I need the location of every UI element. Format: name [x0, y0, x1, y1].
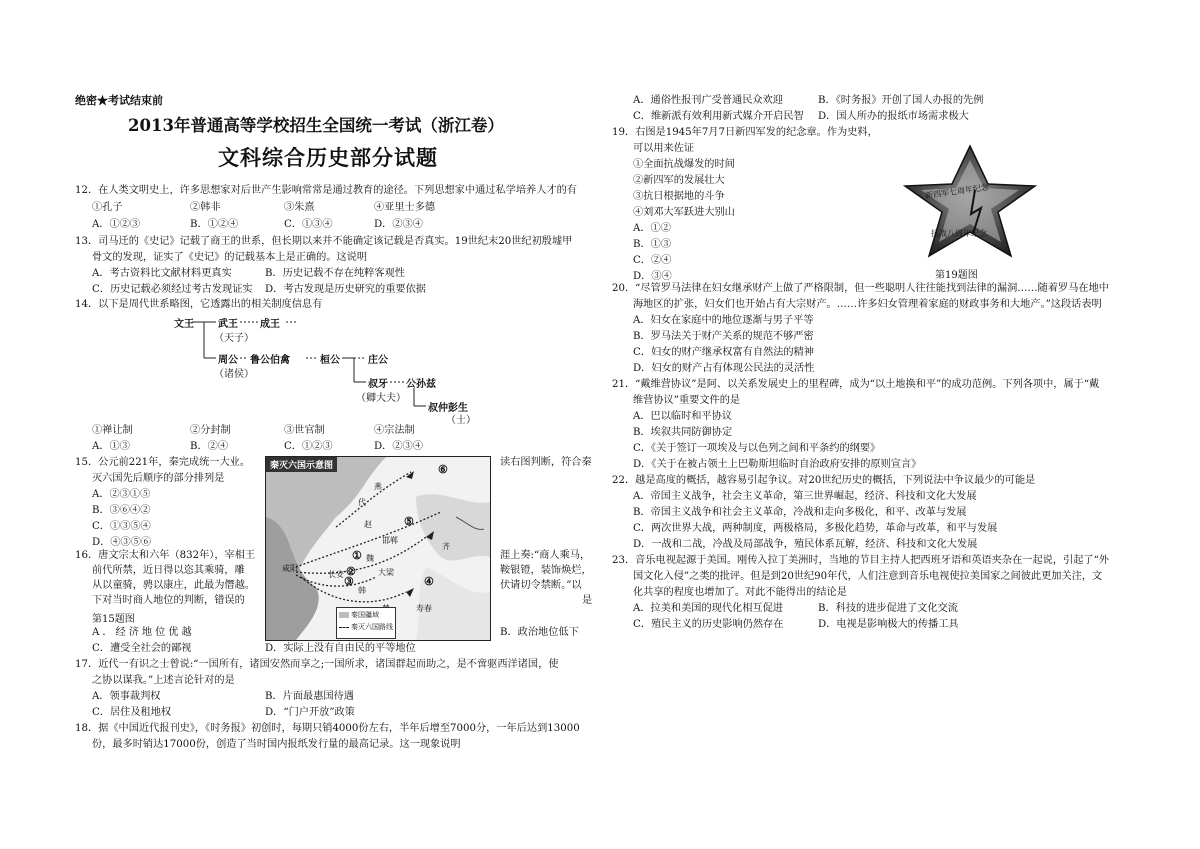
q16-line4-right: 是 [582, 595, 593, 606]
q19-stem-line2: 可以用来佐证 [633, 143, 695, 154]
q14-option-c[interactable]: C．①②③ [284, 441, 333, 452]
q19-option-a[interactable]: A．①② [633, 223, 671, 234]
map-label-daliang: 大梁 [378, 568, 394, 577]
q14-item-1: ①禅让制 [92, 425, 133, 436]
q16-option-b[interactable]: B．政治地位低下 [500, 627, 579, 638]
zhou-lineage-diagram [170, 312, 476, 426]
map-label-xianyang: 咸阳 [282, 564, 298, 573]
q22-option-c[interactable]: C．两次世界大战，两种制度，两极格局，多极化趋势，革命与改革，和平与发展 [633, 523, 998, 534]
map-caption: 第15题图 [92, 614, 135, 625]
q18-stem-line2: 份，最多时销达17000份，创造了当时国内报纸发行量的最高记录。这一现象说明 [92, 739, 461, 750]
map-label-wei: 魏 [366, 554, 374, 563]
q19-option-d[interactable]: D．③④ [633, 271, 672, 282]
q19-option-c[interactable]: C．②④ [633, 255, 672, 266]
q15-stem-line2: 灭六国先后顺序的部分排列是 [92, 473, 225, 484]
q14-item-4: ④宗法制 [374, 425, 415, 436]
q22-option-d[interactable]: D．一战和二战，冷战及局部战争，殖民体系瓦解，经济、科技和文化大发展 [633, 539, 978, 550]
legend-swatch-territory [339, 612, 349, 618]
tree-lugong: 鲁公伯禽 [250, 355, 290, 366]
q15-option-d[interactable]: D．④③⑤⑥ [92, 537, 152, 548]
q16-option-a[interactable]: A．经济地位优越 [92, 627, 195, 638]
tree-gongsun: 公孙兹 [406, 379, 436, 390]
q22-stem: 22．越是高度的概括，越容易引起争议。对20世纪历史的概括，下列说法中争议最少的可能是 [612, 475, 1036, 486]
secret-label: 绝密★考试结束前 [75, 94, 163, 107]
q16-line3-right: 伏请切令禁断。”以 [500, 580, 582, 591]
legend-route: 秦灭六国路线 [351, 623, 393, 631]
q16-line1: 16．唐文宗太和六年（832年），宰相王 [75, 550, 256, 561]
map-label-zhao: 赵 [364, 520, 372, 529]
q19-item-4: ④刘邓大军跃进大别山 [633, 207, 735, 218]
tree-huangong: 桓公 [320, 355, 340, 366]
q16-line3: 从以童骑，骋以康庄，此最为僭越。 [92, 580, 255, 591]
map-title: 秦灭六国示意图 [266, 457, 337, 472]
q21-option-c[interactable]: C．《关于签订一项埃及与以色列之间和平条约的纲要》 [633, 443, 881, 454]
q20-stem-line1: 20．“尽管罗马法律在妇女继承财产上做了严格限制，但一些聪明人往往能找到法律的漏洞……随着罗马在地中 [612, 283, 1109, 294]
q23-option-c[interactable]: C．殖民主义的历史影响仍然存在 [633, 619, 784, 630]
map-num-3: ③ [344, 575, 354, 588]
qin-unification-map [265, 456, 491, 641]
q23-option-b[interactable]: B．科技的进步促进了文化交流 [818, 603, 958, 614]
q12-item-4: ④亚里士多德 [374, 202, 436, 213]
q12-option-a[interactable]: A．①②③ [92, 219, 141, 230]
q12-option-b[interactable]: B．①②④ [190, 219, 239, 230]
q18-option-c[interactable]: C．维新派有效利用新式媒介开启民智 [633, 111, 804, 122]
q19-item-1: ①全面抗战爆发的时间 [633, 159, 735, 170]
legend-swatch-route [339, 627, 349, 628]
tree-tianzi: （天子） [214, 333, 254, 344]
map-num-4: ④ [424, 575, 434, 588]
map-num-2: ② [346, 565, 356, 578]
q22-option-a[interactable]: A．帝国主义战争，社会主义革命，第三世界崛起，经济、科技和文化大发展 [633, 491, 977, 502]
map-label-han: 韩 [358, 586, 366, 595]
map-num-5: ⑤ [404, 515, 414, 528]
q16-option-d[interactable]: D．实际上没有自由民的平等地位 [265, 643, 416, 654]
q12-option-d[interactable]: D．②③④ [374, 219, 423, 230]
q18-option-d[interactable]: D．国人所办的报纸市场需求极大 [818, 111, 969, 122]
map-label-qi: 齐 [442, 542, 450, 551]
q15-option-b[interactable]: B．③⑥④② [92, 505, 151, 516]
exam-subtitle: 文科综合历史部分试题 [218, 145, 438, 170]
q23-option-d[interactable]: D．电视是影响极大的传播工具 [818, 619, 959, 630]
tree-qingdaifu: （卿大夫） [356, 393, 406, 404]
q14-item-3: ③世官制 [284, 425, 325, 436]
q17-stem-line1: 17．近代一有识之士曾说:“一国所有，诸国安然而享之;一国所求，诸国群起而助之，是不啻驱西洋诸国，使 [75, 659, 559, 670]
q14-option-d[interactable]: D．②③④ [374, 441, 423, 452]
q12-item-1: ①孔子 [92, 202, 123, 213]
q13-option-c[interactable]: C．历史记载必须经过考古发现证实 [92, 284, 253, 295]
q19-option-b[interactable]: B．①③ [633, 239, 672, 250]
tree-zhuhou: （诸侯） [214, 369, 254, 380]
q14-option-b[interactable]: B．②④ [190, 441, 229, 452]
q17-option-a[interactable]: A．领事裁判权 [92, 691, 161, 702]
q12-item-3: ③朱熹 [284, 202, 315, 213]
tree-shuya: 叔牙 [368, 379, 388, 390]
badge-text-top: 新四军七周年纪念 [924, 182, 990, 201]
q19-item-3: ③抗日根据地的斗争 [633, 191, 725, 202]
q21-stem-line1: 21．“戴维营协议”是阿、以关系发展史上的里程碑，成为“以土地换和平”的成功范例。下列各项中，属于“戴 [612, 379, 1100, 390]
q20-option-d[interactable]: D．妇女的财产占有体现公民法的灵活性 [633, 363, 815, 374]
tree-wenwang: 文王 [174, 319, 194, 330]
q21-stem-line2: 维营协议”重要文件的是 [633, 395, 741, 406]
q20-stem-line2: 海地区的扩张，妇女们也开始占有大宗财产。……许多妇女管理着家庭的财政事务和大地产。”这段话表明 [633, 299, 1102, 310]
q21-option-a[interactable]: A．巴以临时和平协议 [633, 411, 733, 422]
q15-stem-line1: 15．公元前221年，秦完成统一大业。 [75, 457, 251, 468]
q17-stem-line2: 之协以谋我。”上述言论针对的是 [92, 675, 235, 686]
q18-stem-line1: 18．据《中国近代报刊史》，《时务报》初创时，每期只销4000份左右，半年后增至7000分，一年后达到13000 [75, 723, 580, 734]
legend-territory: 秦国疆域 [351, 611, 379, 619]
q21-option-b[interactable]: B．埃叙共同防御协定 [633, 427, 733, 438]
exam-title: 2013年普通高等学校招生全国统一考试（浙江卷） [128, 116, 504, 135]
map-label-shouchun: 寿春 [416, 604, 432, 613]
q13-stem-line1: 13．司马迁的《史记》记载了商王的世系，但长期以来并不能确定该记载是否真实。19世纪末20世纪初殷墟甲 [75, 236, 573, 247]
tree-zhuanggong: 庄公 [368, 355, 388, 366]
q20-option-b[interactable]: B．罗马法关于财产关系的规范不够严密 [633, 331, 814, 342]
map-legend [336, 607, 396, 639]
q17-option-d[interactable]: D．“门户开放”政策 [265, 707, 355, 718]
q16-line1-right: 涯上奏:“商人乘马， [500, 550, 591, 561]
q17-option-c[interactable]: C．居住及租地权 [92, 707, 172, 718]
q16-line2-right: 鞍银镫，装饰焕烂， [500, 565, 592, 576]
q18-option-b[interactable]: B．《时务报》开创了国人办报的先例 [818, 95, 984, 106]
q17-option-b[interactable]: B．片面最惠国待遇 [265, 691, 354, 702]
map-num-6: ⑥ [438, 463, 448, 476]
q20-option-a[interactable]: A．妇女在家庭中的地位逐渐与男子平等 [633, 315, 814, 326]
q13-option-d[interactable]: D．考古发现是历史研究的重要依据 [265, 284, 426, 295]
tree-zhougong: 周公 [218, 355, 238, 366]
q15-option-c[interactable]: C．①③⑤④ [92, 521, 151, 532]
q18-option-a[interactable]: A．通俗性报刊广受普通民众欢迎 [633, 95, 783, 106]
q23-option-a[interactable]: A．拉美和美国的现代化相互促进 [633, 603, 783, 614]
q20-option-c[interactable]: C．妇女的财产继承权富有自然法的精神 [633, 347, 814, 358]
q21-option-d[interactable]: D．《关于在被占领土上巴勒斯坦临时自治政府安排的原则宣言》 [633, 459, 922, 470]
tree-chengwang: 成王 [260, 319, 280, 330]
q12-stem: 12．在人类文明史上，许多思想家对后世产生影响常常是通过教育的途径。下列思想家中通过私学培养人才的有 [75, 185, 577, 196]
q19-caption: 第19题图 [935, 270, 978, 281]
q16-line2: 前代所禁，近日得以恣其乘骑，雕 [92, 565, 245, 576]
q15-option-a[interactable]: A．②③①⑤ [92, 489, 151, 500]
q14-item-2: ②分封制 [190, 425, 231, 436]
tree-quanzhong: 叔仲彭生 [428, 403, 468, 414]
q12-option-c[interactable]: C．①③④ [284, 219, 333, 230]
badge-text-bottom: 抗战八周年纪念 [931, 229, 987, 238]
map-label-changan: 长安 [328, 570, 344, 579]
q19-item-2: ②新四军的发展壮大 [633, 175, 725, 186]
star-badge-icon [895, 142, 1045, 262]
q15-stem-right: 读右图判断，符合秦 [500, 457, 592, 468]
q19-stem: 19．右图是1945年7月7日新四军发的纪念章。作为史料， [612, 127, 878, 138]
map-num-1: ① [352, 549, 362, 562]
q23-stem-line1: 23．音乐电视起源于美国。刚传入拉丁美洲时，当地的节目主持人把西班牙语和英语夹杂在一起说，引起了“外 [612, 555, 1109, 566]
q23-stem-line2: 国文化入侵”之类的批评。但是到20世纪90年代，人们注意到音乐电视使拉美国家之间彼此更加关注，文 [633, 571, 1103, 582]
q13-option-b[interactable]: B．历史记载不存在纯粹客观性 [265, 268, 405, 279]
map-label-dai: 代 [358, 498, 366, 507]
map-label-yan: 燕 [374, 482, 382, 491]
tree-wuwang: 武王 [218, 319, 238, 330]
q14-option-a[interactable]: A．①③ [92, 441, 130, 452]
q13-stem-line2: 骨文的发现，证实了《史记》的记载基本上是正确的。这说明 [92, 252, 368, 263]
q12-item-2: ②韩非 [190, 202, 221, 213]
star-badge-image [895, 142, 1045, 262]
q23-stem-line3: 化共享的程度也增加了。对此不能得出的结论是 [633, 587, 847, 598]
tree-shi: （士） [446, 415, 476, 426]
q16-option-c[interactable]: C．遭受全社会的鄙视 [92, 643, 192, 654]
q13-option-a[interactable]: A．考古资料比文献材料更真实 [92, 268, 232, 279]
q16-line4: 下对当时商人地位的判断，错误的 [92, 595, 245, 606]
q22-option-b[interactable]: B．帝国主义战争和社会主义革命，冷战和走向多极化，和平、改革与发展 [633, 507, 967, 518]
map-label-handan: 邯郸 [382, 536, 398, 545]
q14-stem: 14．以下是周代世系略图，它透露出的相关制度信息有 [75, 299, 323, 310]
